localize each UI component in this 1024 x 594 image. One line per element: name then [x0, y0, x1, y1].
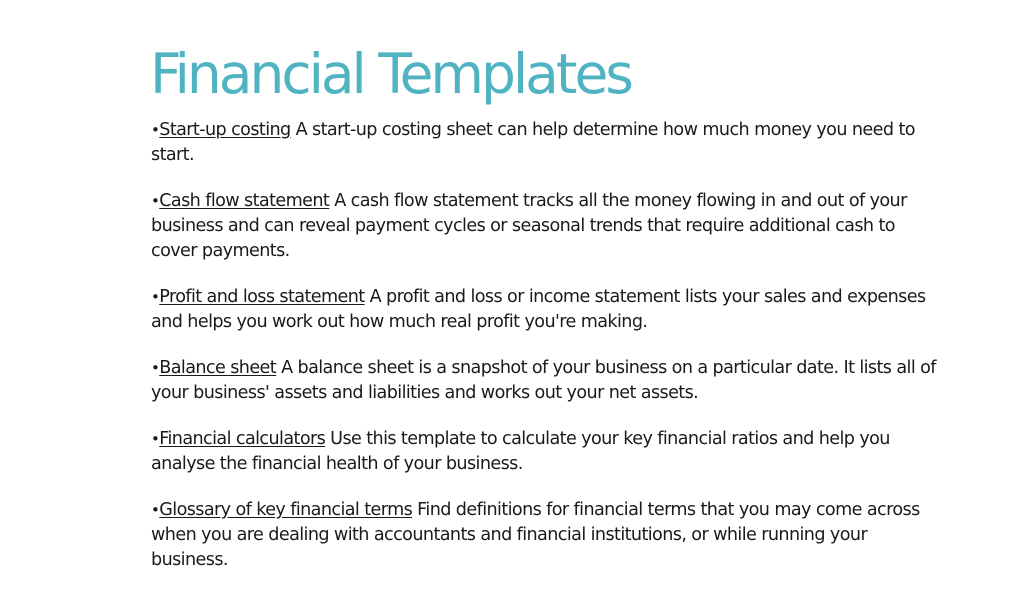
profit-and-loss-statement-link[interactable]: Profit and loss statement [159, 287, 365, 307]
list-item [151, 189, 941, 264]
start-up-costing-link[interactable]: Start-up costing [159, 120, 291, 140]
list-item [151, 498, 941, 573]
item-description: Find definitions for financial terms that you may come across when you are dealing with accountants and financial institutions, or while running your business. [151, 500, 920, 570]
bullet: • [151, 359, 160, 377]
page-title: Financial Templates [150, 42, 631, 106]
list-item [151, 118, 941, 168]
item-description: A cash flow statement tracks all the money flowing in and out of your business and can reveal payment cycles or seasonal trends that require additional cash to cover payments. [151, 191, 907, 261]
bullet: • [151, 288, 160, 306]
bullet: • [151, 430, 160, 448]
list-item [151, 427, 941, 477]
item-description: A start-up costing sheet can help determine how much money you need to start. [151, 120, 915, 165]
item-description: Use this template to calculate your key financial ratios and help you analyse the financial health of your business. [151, 429, 890, 474]
cash-flow-statement-link[interactable]: Cash flow statement [159, 191, 330, 211]
template-list [151, 118, 941, 594]
item-description: A balance sheet is a snapshot of your business on a particular date. It lists all of your business' assets and liabilities and works out your net assets. [151, 358, 936, 403]
item-description: A profit and loss or income statement lists your sales and expenses and helps you work out how much real profit you're making. [151, 287, 926, 332]
list-item [151, 285, 941, 335]
bullet: • [151, 121, 160, 139]
glossary-of-key-financial-terms-link[interactable]: Glossary of key financial terms [159, 500, 413, 520]
balance-sheet-link[interactable]: Balance sheet [159, 358, 277, 378]
bullet: • [151, 501, 160, 519]
financial-calculators-link[interactable]: Financial calculators [159, 429, 326, 449]
bullet: • [151, 192, 160, 210]
list-item [151, 356, 941, 406]
